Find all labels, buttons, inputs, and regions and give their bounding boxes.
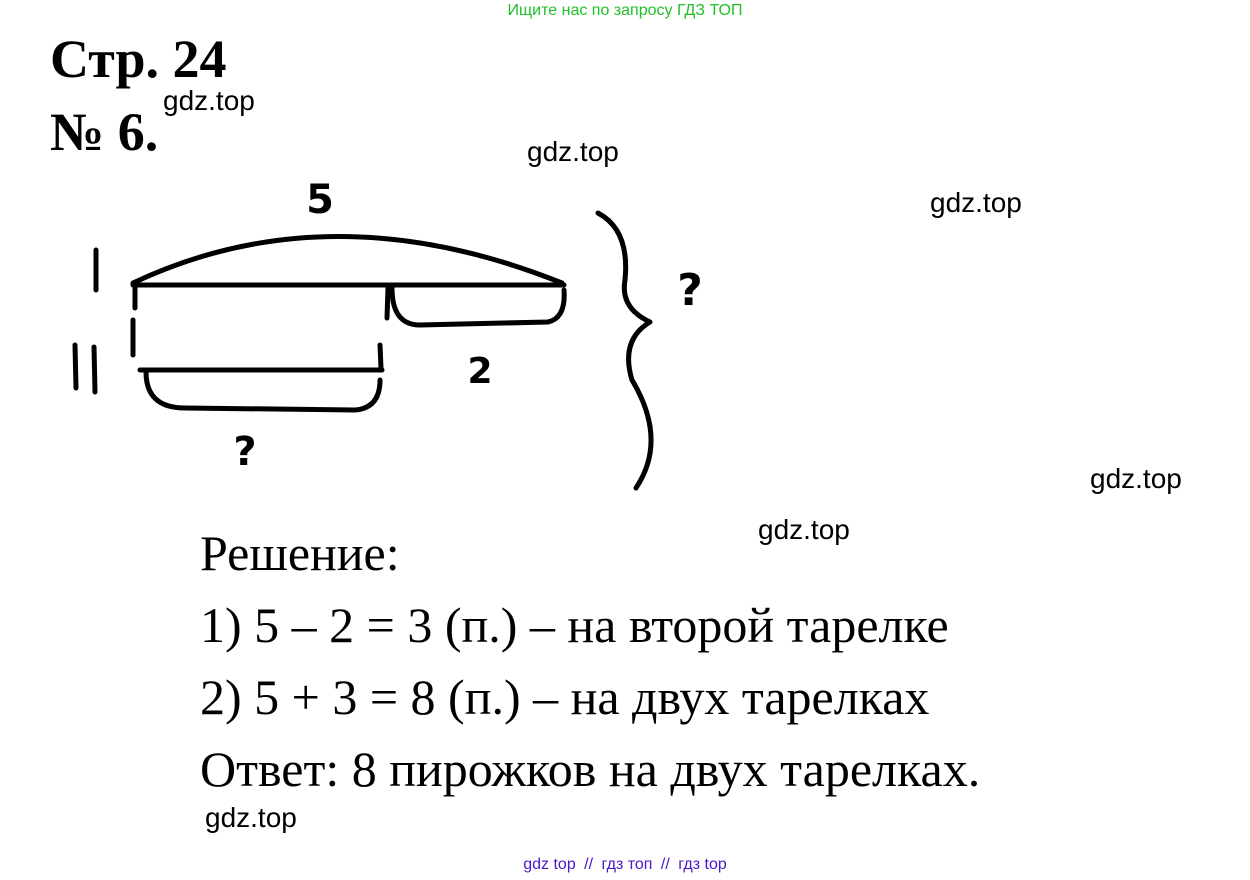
diff-brace xyxy=(392,288,564,325)
diff-value-label: 2 xyxy=(467,351,493,392)
unknown-second-label: ? xyxy=(233,429,257,475)
footer-link[interactable]: gdz top xyxy=(523,856,576,873)
row2-mark xyxy=(75,345,76,388)
watermark: gdz.top xyxy=(1090,463,1182,494)
answer-line: Ответ: 8 пирожков на двух тарелках. xyxy=(200,741,981,797)
top-value-label: 5 xyxy=(306,177,334,223)
row2-end-tick xyxy=(380,345,381,368)
top-arc xyxy=(133,237,562,284)
footer-separator: // xyxy=(584,856,594,873)
watermark: gdz.top xyxy=(205,802,297,833)
solution-step-2: 2) 5 + 3 = 8 (п.) – на двух тарелках xyxy=(200,669,930,725)
total-brace xyxy=(598,213,651,488)
solution-step-1: 1) 5 – 2 = 3 (п.) – на второй тарелке xyxy=(200,597,949,653)
row2-brace xyxy=(146,372,380,410)
top-banner[interactable]: Ищите нас по запросу ГДЗ ТОП xyxy=(507,2,743,19)
watermark: gdz.top xyxy=(930,187,1022,218)
row2-mark xyxy=(94,347,95,392)
footer-links xyxy=(0,856,1250,874)
footer-link[interactable]: гдз top xyxy=(678,856,727,873)
watermark: gdz.top xyxy=(163,85,255,116)
page-reference: Стр. 24 xyxy=(50,29,227,89)
unknown-total-label: ? xyxy=(677,265,703,316)
footer-link[interactable]: гдз топ xyxy=(601,856,653,873)
task-number: № 6. xyxy=(50,102,159,162)
row1-split-tick xyxy=(387,288,388,318)
footer-separator: // xyxy=(660,856,670,873)
watermark: gdz.top xyxy=(758,514,850,545)
solution-heading: Решение: xyxy=(200,525,400,581)
watermark: gdz.top xyxy=(527,136,619,167)
